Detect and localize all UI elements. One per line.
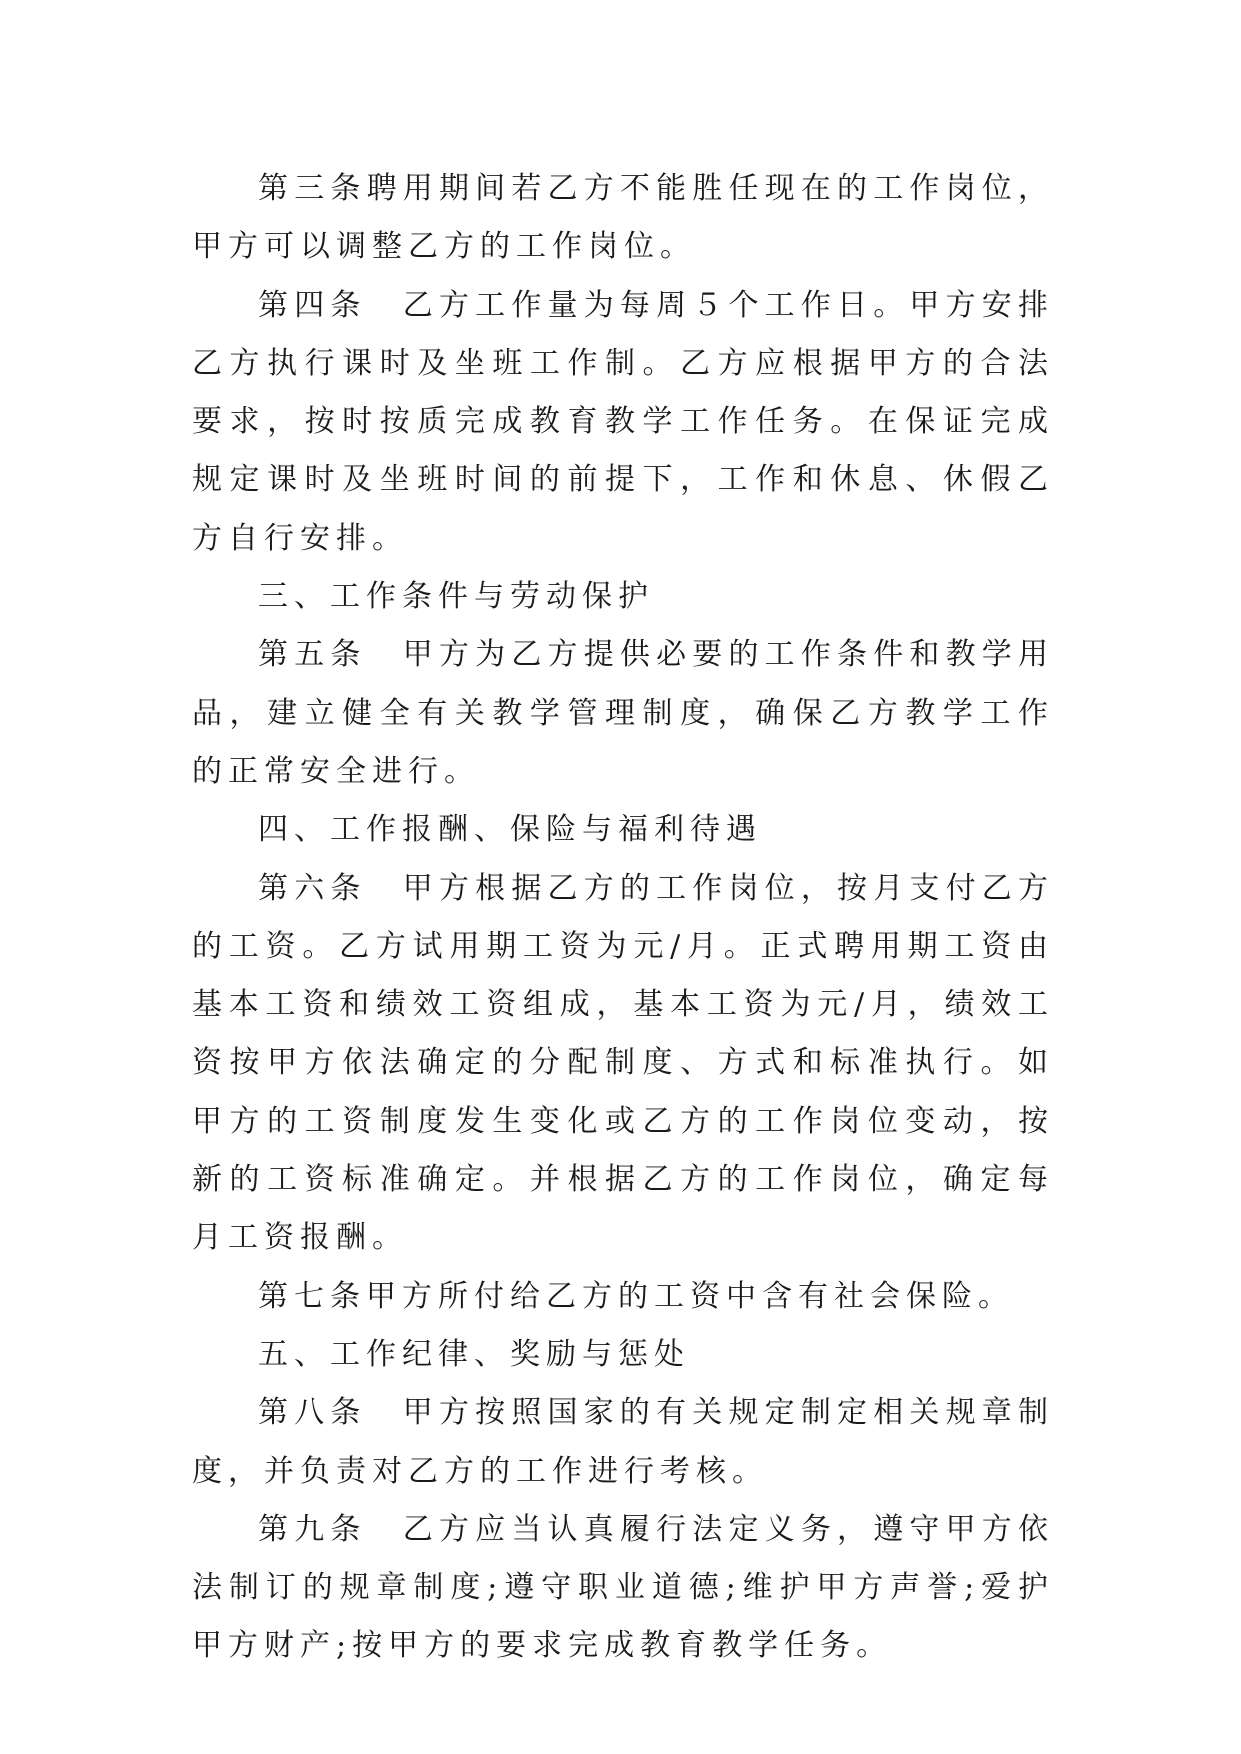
- section-4-heading: 四、工作报酬、保险与福利待遇: [258, 812, 762, 848]
- article-5-paragraph: 第五条 甲方为乙方提供必要的工作条件和教学用品，建立健全有关教学管理制度，确保乙方教学工作的正常安全进行。: [192, 637, 1054, 789]
- article-4-paragraph: 第四条 乙方工作量为每周５个工作日。甲方安排乙方执行课时及坐班工作制。乙方应根据甲方的合法要求，按时按质完成教育教学工作任务。在保证完成规定课时及坐班时间的前提下，工作和休息、休假乙方自行安排。: [192, 287, 1054, 556]
- article-6-paragraph: 第六条 甲方根据乙方的工作岗位，按月支付乙方的工资。乙方试用期工资为元/月。正式聘用期工资由基本工资和绩效工资组成，基本工资为元/月，绩效工资按甲方依法确定的分配制度、方式和标准执行。如甲方的工资制度发生变化或乙方的工作岗位变动，按新的工资标准确定。并根据乙方的工作岗位，确定每月工资报酬。: [192, 870, 1054, 1256]
- section-5-heading: 五、工作纪律、奖励与惩处: [258, 1336, 690, 1372]
- article-9-paragraph: 第九条 乙方应当认真履行法定义务，遵守甲方依法制订的规章制度;遵守职业道德;维护甲方声誉;爱护甲方财产;按甲方的要求完成教育教学任务。: [192, 1511, 1054, 1664]
- article-7-paragraph: 第七条甲方所付给乙方的工资中含有社会保险。: [258, 1278, 1014, 1314]
- document-body: [192, 160, 1054, 1676]
- article-8-paragraph: 第八条 甲方按照国家的有关规定制定相关规章制度，并负责对乙方的工作进行考核。: [192, 1395, 1054, 1489]
- section-3-heading: 三、工作条件与劳动保护: [258, 579, 654, 615]
- article-3-paragraph: 第三条聘用期间若乙方不能胜任现在的工作岗位，甲方可以调整乙方的工作岗位。: [192, 171, 1054, 265]
